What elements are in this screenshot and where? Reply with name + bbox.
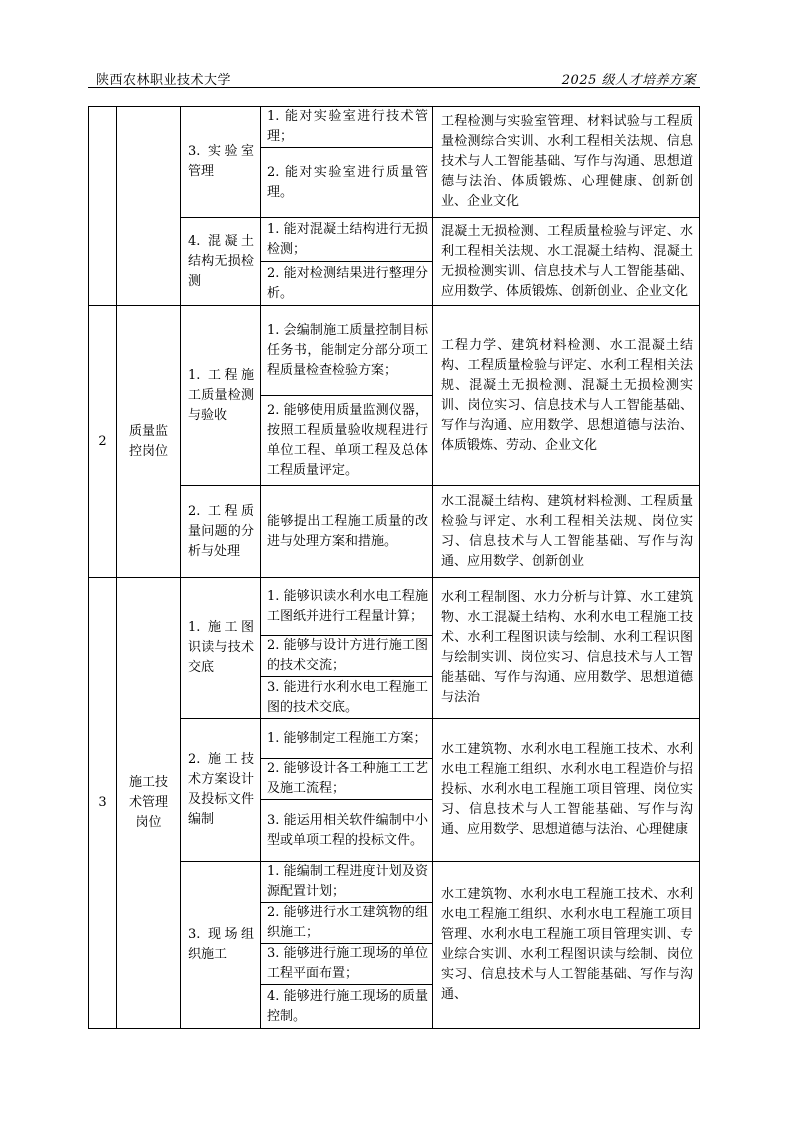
page-header xyxy=(88,64,700,88)
ability-cell: 3. 能够进行施工现场的单位工程平面布置； xyxy=(261,944,433,985)
course-cell: 工程力学、建筑材料检测、水工混凝土结构、工程质量检验与评定、水利工程相关法规、混凝土无损检测、混凝土无损检测实训、岗位实习、信息技术与人工智能基础、写作与沟通、应用数学、思想道德与法治、体质锻炼、劳动、企业文化 xyxy=(433,306,700,486)
table-row xyxy=(89,486,700,578)
course-cell: 水工建筑物、水利水电工程施工技术、水利水电工程施工组织、水利水电工程造价与招投标、水利水电工程施工项目管理、岗位实习、信息技术与人工智能基础、写作与沟通、应用数学、思想道德与法治、心理健康 xyxy=(433,719,700,862)
ability-cell: 1. 能够制定工程施工方案； xyxy=(261,719,433,759)
ability-cell: 4. 能够进行施工现场的质量控制。 xyxy=(261,985,433,1029)
row-number-cell: 2 xyxy=(89,306,117,578)
ability-cell: 2. 能够设计各工种施工工艺及施工流程； xyxy=(261,759,433,800)
table-row xyxy=(89,719,700,759)
table-row xyxy=(89,218,700,262)
ability-cell: 2. 能够与设计方进行施工图的技术交流； xyxy=(261,636,433,677)
institution-name: 陕西农林职业技术大学 xyxy=(96,73,232,88)
ability-cell: 1. 能对实验室进行技术管理； xyxy=(261,107,433,148)
task-cell: 3. 现场组织施工 xyxy=(181,862,261,1029)
course-cell: 混凝土无损检测、工程质量检验与评定、水利工程相关法规、水工混凝土结构、混凝土无损检测实训、信息技术与人工智能基础、应用数学、体质锻炼、创新创业、企业文化 xyxy=(433,218,700,306)
ability-cell: 2. 能够使用质量监测仪器，按照工程质量验收规程进行单位工程、单项工程及总体工程质量评定。 xyxy=(261,396,433,486)
ability-cell: 2. 能够进行水工建筑物的组织施工； xyxy=(261,903,433,944)
ability-cell: 3. 能进行水利水电工程施工图的技术交底。 xyxy=(261,677,433,719)
row-number-cell xyxy=(89,107,117,306)
table-row xyxy=(89,107,700,148)
ability-cell: 1. 能编制工程进度计划及资源配置计划； xyxy=(261,862,433,903)
ability-cell: 1. 能对混凝土结构进行无损检测； xyxy=(261,218,433,262)
post-cell: 质量监控岗位 xyxy=(117,306,181,578)
course-cell: 水利工程制图、水力分析与计算、水工建筑物、水工混凝土结构、水利水电工程施工技术、水利工程图识读与绘制、水利工程识图与绘制实训、岗位实习、信息技术与人工智能基础、写作与沟通、应用数学、思想道德与法治 xyxy=(433,578,700,719)
task-cell: 2. 工程质量问题的分析与处理 xyxy=(181,486,261,578)
ability-cell: 2. 能对实验室进行质量管理。 xyxy=(261,148,433,218)
table-row xyxy=(89,578,700,636)
training-table xyxy=(88,106,700,1029)
task-cell: 1. 施工图识读与技术交底 xyxy=(181,578,261,719)
task-cell: 4. 混凝土结构无损检测 xyxy=(181,218,261,306)
post-cell: 施工技术管理岗位 xyxy=(117,578,181,1029)
table-row xyxy=(89,306,700,396)
ability-cell: 2. 能对检测结果进行整理分析。 xyxy=(261,262,433,306)
task-cell: 2. 施工技术方案设计及投标文件编制 xyxy=(181,719,261,862)
task-cell: 3. 实验室管理 xyxy=(181,107,261,218)
post-cell xyxy=(117,107,181,306)
table-row xyxy=(89,862,700,903)
course-cell: 水工建筑物、水利水电工程施工技术、水利水电工程施工组织、水利水电工程施工项目管理、水利水电工程施工项目管理实训、专业综合实训、水利工程图识读与绘制、岗位实习、信息技术与人工智能基础、写作与沟通、 xyxy=(433,862,700,1029)
ability-cell: 3. 能运用相关软件编制中小型或单项工程的投标文件。 xyxy=(261,800,433,862)
task-cell: 1. 工程施工质量检测与验收 xyxy=(181,306,261,486)
ability-cell: 1. 能够识读水利水电工程施工图纸并进行工程量计算； xyxy=(261,578,433,636)
course-cell: 水工混凝土结构、建筑材料检测、工程质量检验与评定、水利工程相关法规、岗位实习、信息技术与人工智能基础、写作与沟通、应用数学、创新创业 xyxy=(433,486,700,578)
ability-cell: 1. 会编制施工质量控制目标任务书，能制定分部分项工程质量检查检验方案； xyxy=(261,306,433,396)
document-title: 2025 级人才培养方案 xyxy=(561,73,696,88)
row-number-cell: 3 xyxy=(89,578,117,1029)
ability-cell: 能够提出工程施工质量的改进与处理方案和措施。 xyxy=(261,486,433,578)
course-cell: 工程检测与实验室管理、材料试验与工程质量检测综合实训、水利工程相关法规、信息技术与人工智能基础、写作与沟通、思想道德与法治、体质锻炼、心理健康、创新创业、企业文化 xyxy=(433,107,700,218)
